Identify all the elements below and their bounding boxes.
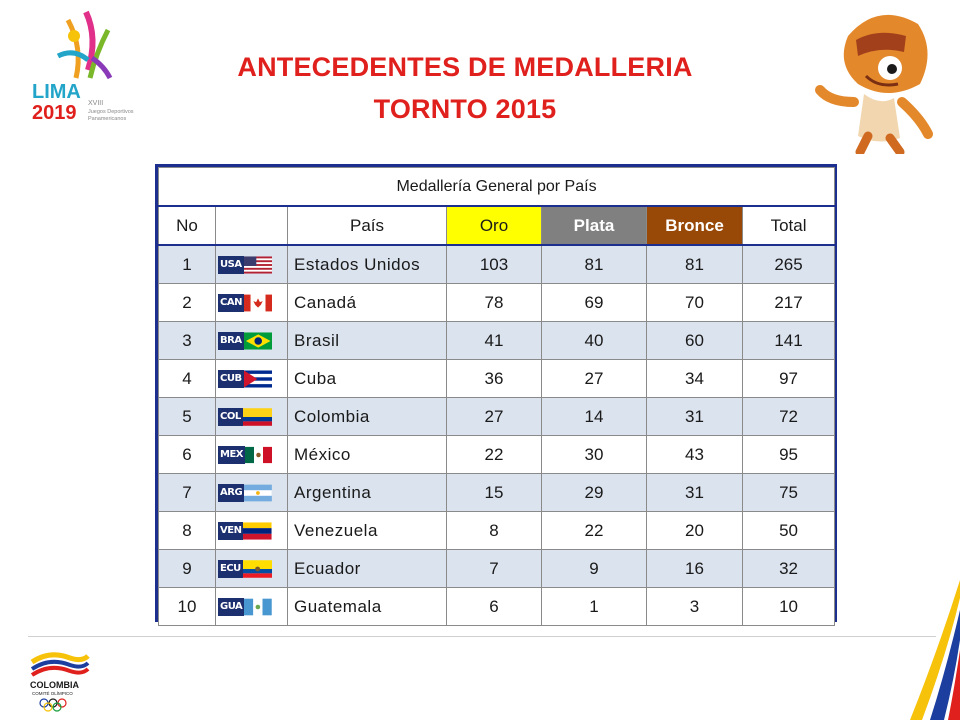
- cell-total: 32: [743, 550, 835, 588]
- cell-total: 217: [743, 284, 835, 322]
- svg-text:Juegos Deportivos: Juegos Deportivos: [88, 109, 134, 115]
- flag-image: [244, 484, 272, 502]
- cell-total: 75: [743, 474, 835, 512]
- country-code: GUA: [218, 598, 244, 616]
- header-pais: País: [288, 206, 447, 245]
- cell-no: 6: [159, 436, 216, 474]
- cell-no: 4: [159, 360, 216, 398]
- table-caption: Medallería General por País: [159, 168, 835, 207]
- cell-oro: 6: [447, 588, 542, 626]
- header-flag: [216, 206, 288, 245]
- cell-plata: 40: [542, 322, 647, 360]
- cell-total: 50: [743, 512, 835, 550]
- country-code: BRA: [218, 332, 244, 350]
- cell-bronce: 34: [647, 360, 743, 398]
- cell-flag: [216, 512, 288, 550]
- cell-oro: 22: [447, 436, 542, 474]
- cell-no: 7: [159, 474, 216, 512]
- svg-text:COLOMBIA: COLOMBIA: [30, 680, 79, 690]
- country-code: ARG: [218, 484, 244, 502]
- table-row: [159, 588, 835, 626]
- country-code: COL: [218, 408, 243, 426]
- header-plata: Plata: [542, 206, 647, 245]
- footer-divider: [28, 636, 936, 637]
- flag-mex-icon: [218, 444, 272, 466]
- cell-flag: [216, 360, 288, 398]
- cell-no: 1: [159, 245, 216, 284]
- cell-pais: Argentina: [288, 474, 447, 512]
- flag-bra-icon: [218, 330, 272, 352]
- colombia-olympic-committee-logo: [26, 648, 92, 714]
- cell-no: 8: [159, 512, 216, 550]
- svg-text:2019: 2019: [32, 102, 77, 124]
- cell-bronce: 60: [647, 322, 743, 360]
- country-code: CUB: [218, 370, 244, 388]
- header-total: Total: [743, 206, 835, 245]
- flag-usa-icon: [218, 254, 272, 276]
- cell-no: 2: [159, 284, 216, 322]
- cell-pais: Ecuador: [288, 550, 447, 588]
- cell-total: 97: [743, 360, 835, 398]
- country-code: MEX: [218, 446, 245, 464]
- flag-image: [244, 370, 272, 388]
- cell-bronce: 20: [647, 512, 743, 550]
- header-bronce: Bronce: [647, 206, 743, 245]
- table-header-row: [159, 206, 835, 245]
- cell-oro: 8: [447, 512, 542, 550]
- cell-flag: [216, 398, 288, 436]
- table-row: [159, 512, 835, 550]
- cell-flag: [216, 588, 288, 626]
- table-row: [159, 436, 835, 474]
- flag-image: [243, 408, 272, 426]
- cell-total: 95: [743, 436, 835, 474]
- table-row: [159, 245, 835, 284]
- cell-pais: Estados Unidos: [288, 245, 447, 284]
- cell-flag: [216, 474, 288, 512]
- table-row: [159, 360, 835, 398]
- colombia-flag-stripes-icon: [890, 580, 960, 720]
- header-no: No: [159, 206, 216, 245]
- cell-plata: 9: [542, 550, 647, 588]
- flag-ven-icon: [218, 520, 272, 542]
- cell-bronce: 81: [647, 245, 743, 284]
- table-row: [159, 550, 835, 588]
- cell-bronce: 3: [647, 588, 743, 626]
- cell-plata: 1: [542, 588, 647, 626]
- svg-text:COMITÉ OLÍMPICO: COMITÉ OLÍMPICO: [32, 691, 73, 696]
- cell-plata: 27: [542, 360, 647, 398]
- flag-arg-icon: [218, 482, 272, 504]
- table-caption-row: [159, 168, 835, 207]
- country-code: USA: [218, 256, 244, 274]
- svg-text:XVIII: XVIII: [88, 100, 104, 107]
- cell-plata: 22: [542, 512, 647, 550]
- cell-oro: 15: [447, 474, 542, 512]
- table-row: [159, 398, 835, 436]
- flag-ecu-icon: [218, 558, 272, 580]
- cell-pais: Guatemala: [288, 588, 447, 626]
- cell-oro: 27: [447, 398, 542, 436]
- flag-image: [244, 294, 272, 312]
- cell-bronce: 43: [647, 436, 743, 474]
- table-row: [159, 322, 835, 360]
- page-title: ANTECEDENTES DE MEDALLERIA: [237, 52, 693, 82]
- flag-image: [243, 560, 272, 578]
- flag-can-icon: [218, 292, 272, 314]
- cell-pais: Canadá: [288, 284, 447, 322]
- table-row: [159, 474, 835, 512]
- cell-oro: 36: [447, 360, 542, 398]
- flag-col-icon: [218, 406, 272, 428]
- cell-flag: [216, 436, 288, 474]
- cell-plata: 14: [542, 398, 647, 436]
- cell-pais: Venezuela: [288, 512, 447, 550]
- cell-no: 5: [159, 398, 216, 436]
- cell-plata: 69: [542, 284, 647, 322]
- cell-total: 141: [743, 322, 835, 360]
- country-code: ECU: [218, 560, 243, 578]
- cell-plata: 30: [542, 436, 647, 474]
- cell-bronce: 70: [647, 284, 743, 322]
- cell-pais: Colombia: [288, 398, 447, 436]
- flag-image: [245, 446, 272, 464]
- flag-cub-icon: [218, 368, 272, 390]
- cell-plata: 81: [542, 245, 647, 284]
- flag-image: [244, 256, 272, 274]
- country-code: VEN: [218, 522, 243, 540]
- lima-2019-logo: [28, 8, 158, 133]
- flag-gua-icon: [218, 596, 272, 618]
- country-code: CAN: [218, 294, 244, 312]
- cell-oro: 103: [447, 245, 542, 284]
- cell-oro: 41: [447, 322, 542, 360]
- header-oro: Oro: [447, 206, 542, 245]
- mascot-icon: [808, 6, 948, 154]
- page-subtitle: TORNTO 2015: [373, 94, 557, 124]
- cell-no: 3: [159, 322, 216, 360]
- cell-total: 10: [743, 588, 835, 626]
- svg-text:Panamericanos: Panamericanos: [88, 116, 127, 122]
- medal-table: [155, 164, 837, 622]
- cell-bronce: 31: [647, 398, 743, 436]
- cell-flag: [216, 284, 288, 322]
- flag-image: [244, 598, 272, 616]
- cell-flag: [216, 245, 288, 284]
- cell-pais: Brasil: [288, 322, 447, 360]
- table-row: [159, 284, 835, 322]
- cell-pais: Cuba: [288, 360, 447, 398]
- cell-flag: [216, 322, 288, 360]
- cell-oro: 7: [447, 550, 542, 588]
- cell-no: 10: [159, 588, 216, 626]
- cell-pais: México: [288, 436, 447, 474]
- cell-flag: [216, 550, 288, 588]
- cell-oro: 78: [447, 284, 542, 322]
- svg-text:LIMA: LIMA: [32, 81, 81, 103]
- cell-total: 72: [743, 398, 835, 436]
- cell-bronce: 31: [647, 474, 743, 512]
- cell-no: 9: [159, 550, 216, 588]
- flag-image: [244, 332, 272, 350]
- flag-image: [243, 522, 272, 540]
- cell-plata: 29: [542, 474, 647, 512]
- cell-total: 265: [743, 245, 835, 284]
- cell-bronce: 16: [647, 550, 743, 588]
